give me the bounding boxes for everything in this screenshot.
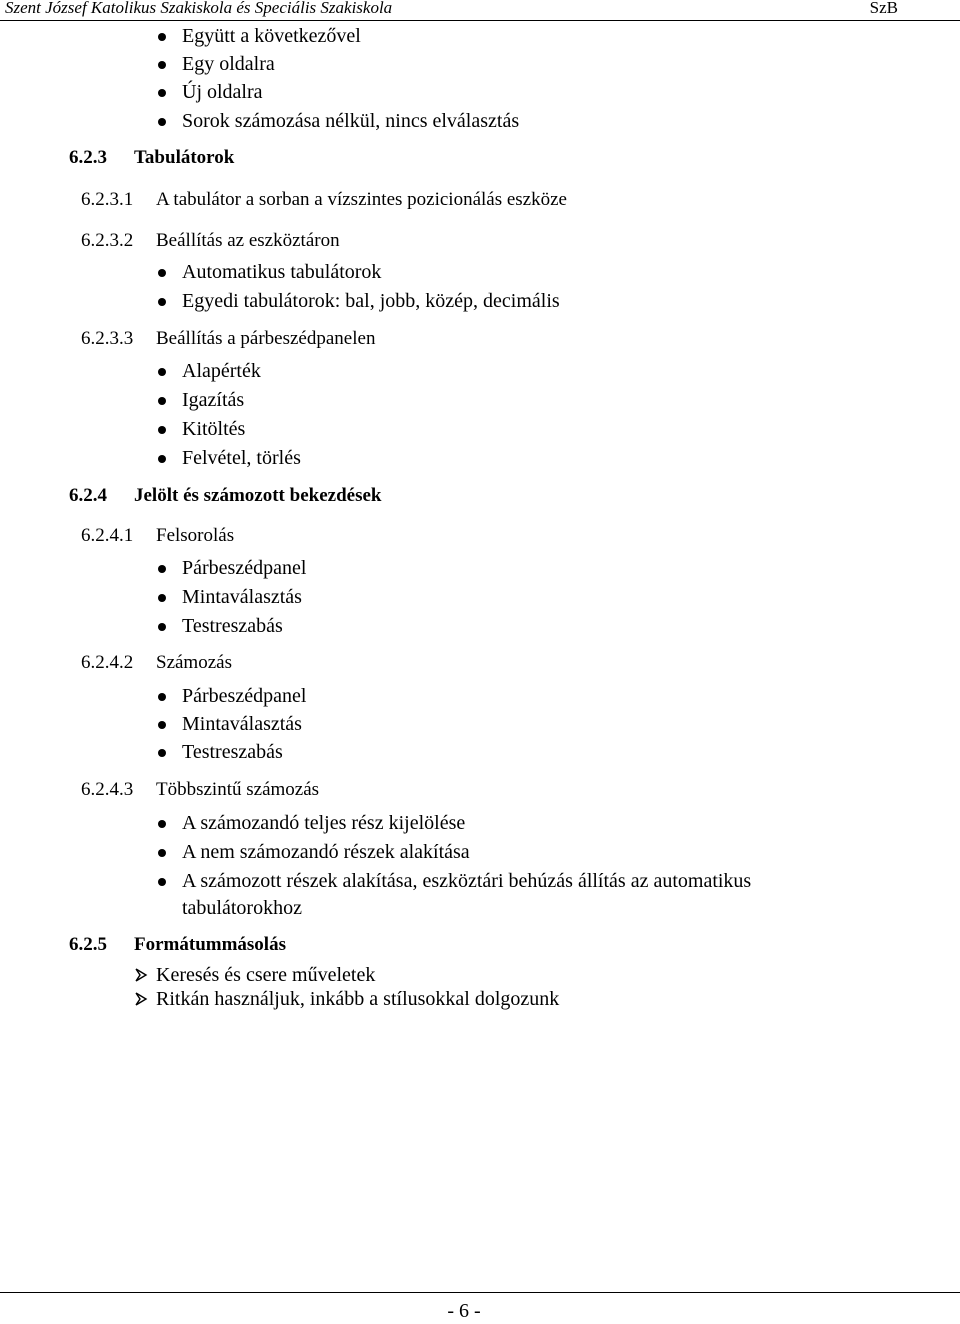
heading-title: Jelölt és számozott bekezdések	[134, 485, 382, 506]
footer-rule	[0, 1292, 960, 1293]
heading-title: Beállítás az eszköztáron	[156, 230, 340, 251]
bullet-icon	[158, 118, 166, 126]
heading-number: 6.2.3.3	[81, 328, 134, 349]
list-item: Új oldalra	[182, 79, 263, 105]
heading-number: 6.2.3	[69, 147, 107, 168]
list-item: Mintaválasztás	[182, 711, 302, 737]
heading-number: 6.2.3.1	[81, 189, 134, 210]
header-initials: SzB	[869, 0, 898, 17]
list-item: Egyedi tabulátorok: bal, jobb, közép, decimális	[182, 288, 560, 314]
bullet-icon	[158, 820, 166, 828]
list-item: Párbeszédpanel	[182, 555, 306, 581]
page-number: - 6 -	[447, 1300, 481, 1322]
list-item: Együtt a következővel	[182, 23, 361, 49]
page-header	[0, 0, 960, 22]
heading-title: Többszintű számozás	[156, 779, 320, 800]
heading-title: Tabulátorok	[134, 147, 235, 168]
bullet-icon	[158, 594, 166, 602]
bullet-icon	[158, 565, 166, 573]
list-item: Testreszabás	[182, 613, 283, 639]
header-school-name: Szent József Katolikus Szakiskola és Speciális Szakiskola	[5, 0, 393, 17]
heading-title: Számozás	[156, 652, 232, 673]
bullet-icon	[158, 269, 166, 277]
bullet-icon	[158, 426, 166, 434]
list-item: A számozott részek alakítása, eszköztári behúzás állítás az automatikus	[182, 868, 751, 894]
list-item: Alapérték	[182, 358, 261, 384]
list-item: Igazítás	[182, 387, 244, 413]
list-item: Kitöltés	[182, 416, 245, 442]
list-item: Testreszabás	[182, 739, 283, 765]
heading-title: Beállítás a párbeszédpanelen	[156, 328, 376, 349]
bullet-icon	[158, 749, 166, 757]
bullet-icon	[158, 368, 166, 376]
list-item: Mintaválasztás	[182, 584, 302, 610]
heading-title: A tabulátor a sorban a vízszintes pozicionálás eszköze	[156, 189, 567, 210]
arrow-bullet-icon	[134, 992, 148, 1006]
bullet-icon	[158, 878, 166, 886]
list-item-continuation: tabulátorokhoz	[182, 897, 302, 919]
heading-number: 6.2.3.2	[81, 230, 134, 251]
header-rule	[0, 20, 960, 21]
list-item: A számozandó teljes rész kijelölése	[182, 810, 465, 836]
bullet-icon	[158, 455, 166, 463]
heading-number: 6.2.4.3	[81, 779, 134, 800]
bullet-icon	[158, 298, 166, 306]
bullet-icon	[158, 33, 166, 41]
list-item: Automatikus tabulátorok	[182, 259, 381, 285]
heading-number: 6.2.4	[69, 485, 107, 506]
arrow-bullet-icon	[134, 968, 148, 982]
list-item: Egy oldalra	[182, 51, 275, 77]
heading-number: 6.2.4.2	[81, 652, 134, 673]
bullet-icon	[158, 721, 166, 729]
bullet-icon	[158, 397, 166, 405]
list-item: Sorok számozása nélkül, nincs elválasztás	[182, 108, 519, 134]
list-item: Párbeszédpanel	[182, 683, 306, 709]
list-item: Felvétel, törlés	[182, 445, 301, 471]
bullet-icon	[158, 61, 166, 69]
heading-title: Felsorolás	[156, 525, 235, 546]
bullet-icon	[158, 89, 166, 97]
bullet-icon	[158, 623, 166, 631]
list-item: A nem számozandó részek alakítása	[182, 839, 470, 865]
bullet-icon	[158, 849, 166, 857]
heading-number: 6.2.4.1	[81, 525, 134, 546]
heading-title: Formátummásolás	[134, 934, 286, 955]
heading-number: 6.2.5	[69, 934, 107, 955]
bullet-icon	[158, 693, 166, 701]
